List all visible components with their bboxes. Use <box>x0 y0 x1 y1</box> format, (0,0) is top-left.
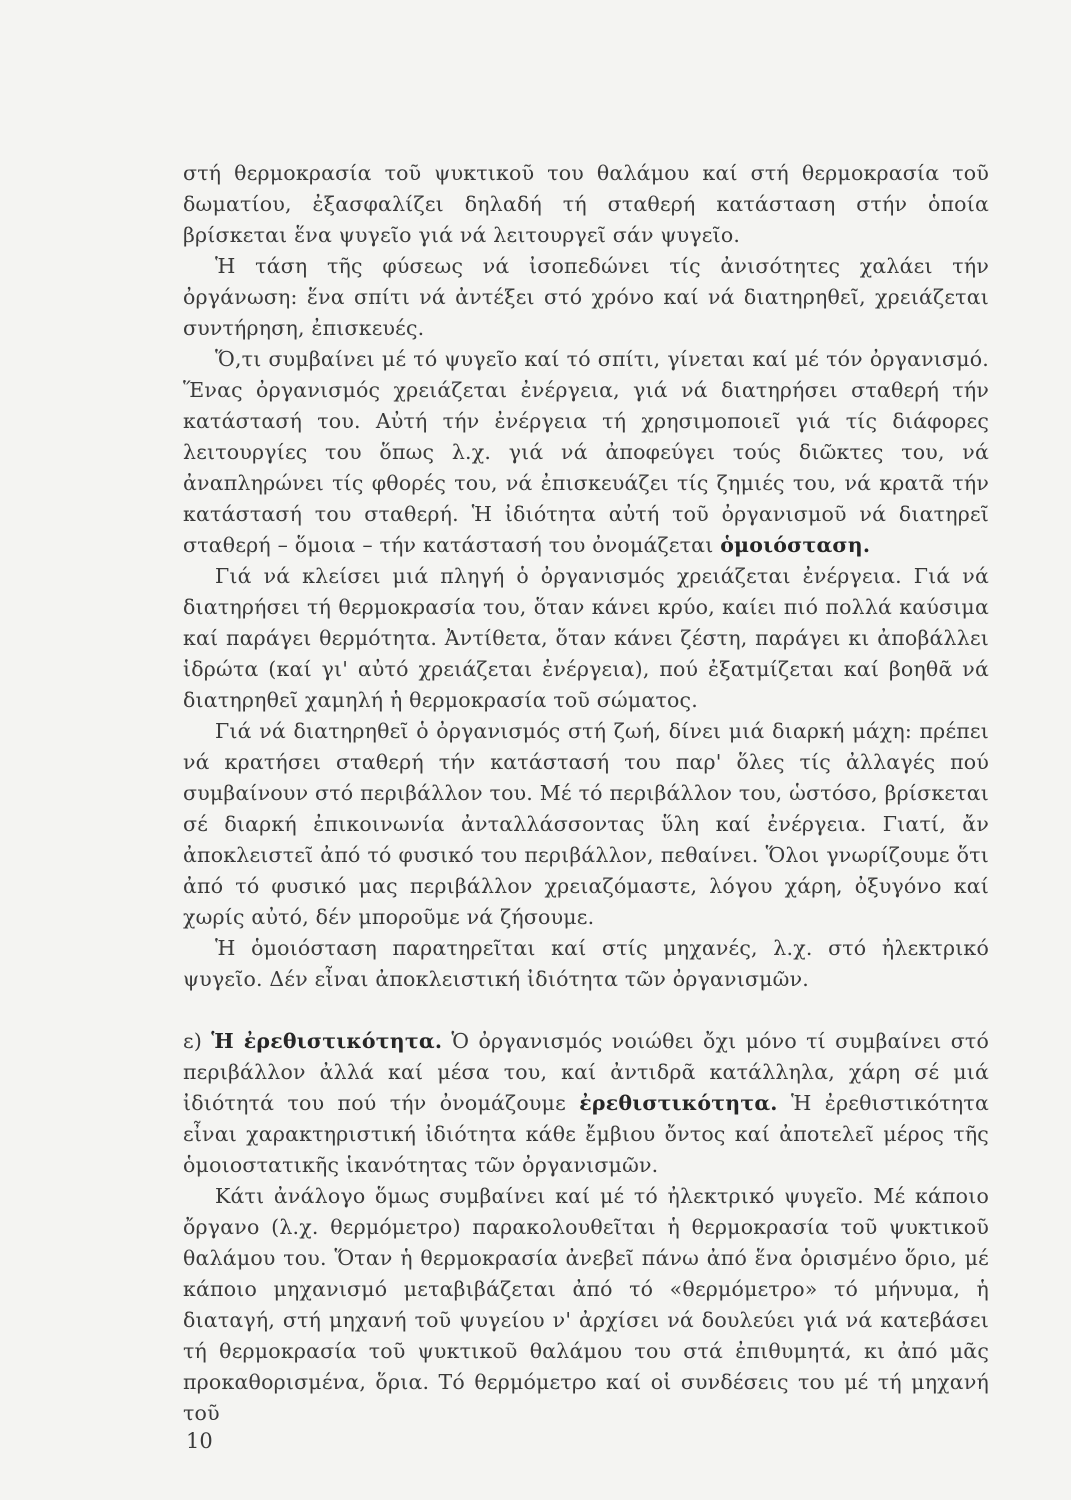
section-letter: ε) <box>183 1029 203 1053</box>
paragraph: στή θερμοκρασία τοῦ ψυκτικοῦ του θαλάμου καί στή θερμοκρασία τοῦ δωματίου, ἐξασφαλίζει δηλαδή τή σταθερή κατάσταση στήν ὁποία βρίσκεται ἕνα ψυγεῖο γιά νά λειτουργεῖ σάν ψυγεῖο. <box>183 161 989 247</box>
page-number: 10 <box>186 1429 213 1453</box>
page-body <box>183 158 989 1429</box>
paragraph: Γιά νά κλείσει μιά πληγή ὁ ὀργανισμός χρειάζεται ἐνέργεια. Γιά νά διατηρήσει τή θερμοκρασία του, ὅταν κάνει κρύο, καίει πιό πολλά καύσιμα καί παράγει θερμότητα. Ἀντίθετα, ὅταν κάνει ζέστη, παράγει κι ἀποβάλλει ἱδρώτα (καί γι' αὐτό χρειάζεται ἐνέργεια), πού ἐξατμίζεται καί βοηθᾶ νά διατηρηθεῖ χαμηλή ἡ θερμοκρασία τοῦ σώματος. <box>183 564 989 712</box>
paragraph <box>183 344 989 561</box>
paragraph-text: Ἡ ἐρεθιστικότητα εἶναι χαρακτηριστική ἰδιότητα κάθε ἔμβιου ὄντος καί ἀποτελεῖ μέρος τῆς ὁμοιοστατικῆς ἱκανότητας τῶν ὀργανισμῶν. <box>183 1091 989 1177</box>
paragraph: Γιά νά διατηρηθεῖ ὁ ὀργανισμός στή ζωή, δίνει μιά διαρκή μάχη: πρέπει νά κρατήσει σταθερή τήν κατάστασή του παρ' ὅλες τίς ἀλλαγές πού συμβαίνουν στό περιβάλλον του. Μέ τό περιβάλλον του, ὡστόσο, βρίσκεται σέ διαρκή ἐπικοινωνία ἀνταλλάσσοντας ὕλη καί ἐνέργεια. Γιατί, ἄν ἀποκλειστεῖ ἀπό τό φυσικό του περιβάλλον, πεθαίνει. Ὅλοι γνωρίζουμε ὅτι ἀπό τό φυσικό μας περιβάλλον χρειαζόμαστε, λόγου χάρη, ὀξυγόνο καί χωρίς αὐτό, δέν μποροῦμε νά ζήσουμε. <box>183 719 989 929</box>
paragraph-text: Ὁ ὀργανισμός νοιώθει ὄχι μόνο τί συμβαίνει στό περιβάλλον ἀλλά καί μέσα του, καί ἀντιδρᾶ κατάλληλα, χάρη σέ μιά ἰδιότητά του πού τήν ὀνομάζουμε <box>183 1029 990 1115</box>
paragraph-text: Ὅ,τι συμβαίνει μέ τό ψυγεῖο καί τό σπίτι, γίνεται καί μέ τόν ὀργανισμό. Ἕνας ὀργανισμός χρειάζεται ἐνέργεια, γιά νά διατηρήσει σταθερή τήν κατάστασή του. Αὐτή τήν ἐνέργεια τή χρησιμοποιεῖ γιά τίς διάφορες λειτουργίες του ὅπως λ.χ. γιά νά ἀποφεύγει τούς διῶκτες του, νά ἀναπληρώνει τίς φθορές του, νά ἐπισκευάζει τίς ζημιές του, νά κρατᾶ τήν κατάστασή του σταθερή. Ἡ ἰδιότητα αὐτή τοῦ ὀργανισμοῦ νά διατηρεῖ σταθερή – ὅμοια – τήν κατάστασή του ὀνομάζεται <box>183 347 989 557</box>
section-heading: Ἡ ἐρεθιστικότητα. <box>211 1029 443 1053</box>
paragraph <box>183 251 989 344</box>
term-irritability: ἐρεθιστικότητα. <box>579 1091 778 1115</box>
paragraph-text: Ἡ τάση τῆς φύσεως νά ἰσοπεδώνει τίς ἀνισότητες χαλάει τήν ὀργάνωση: ἕνα σπίτι νά ἀντέξει στό χρόνο καί νά διατηρηθεῖ, χρειάζεται συντήρηση, ἐπισκευές. <box>183 254 989 340</box>
term-homeostasis: ὁμοιόσταση. <box>720 533 871 557</box>
section-paragraph <box>183 1026 989 1181</box>
paragraph: Ἡ ὁμοιόσταση παρατηρεῖται καί στίς μηχανές, λ.χ. στό ἠλεκτρικό ψυγεῖο. Δέν εἶναι ἀποκλειστική ἰδιότητα τῶν ὀργανισμῶν. <box>183 936 989 991</box>
paragraph: Κάτι ἀνάλογο ὅμως συμβαίνει καί μέ τό ἠλεκτρικό ψυγεῖο. Μέ κάποιο ὄργανο (λ.χ. θερμόμετρο) παρακολουθεῖται ἡ θερμοκρασία τοῦ ψυκτικοῦ θαλάμου του. Ὅταν ἡ θερμοκρασία ἀνεβεῖ πάνω ἀπό ἕνα ὁρισμένο ὅριο, μέ κάποιο μηχανισμό μεταβιβάζεται ἀπό τό «θερμόμετρο» τό μήνυμα, ἡ διαταγή, στή μηχανή τοῦ ψυγείου ν' ἀρχίσει νά δουλεύει γιά νά κατεβάσει τή θερμοκρασία τοῦ ψυκτικοῦ θαλάμου του στά ἐπιθυμητά, κι ἀπό μᾶς προκαθορισμένα, ὅρια. Τό θερμόμετρο καί οἱ συνδέσεις του μέ τή μηχανή τοῦ <box>183 1184 989 1425</box>
